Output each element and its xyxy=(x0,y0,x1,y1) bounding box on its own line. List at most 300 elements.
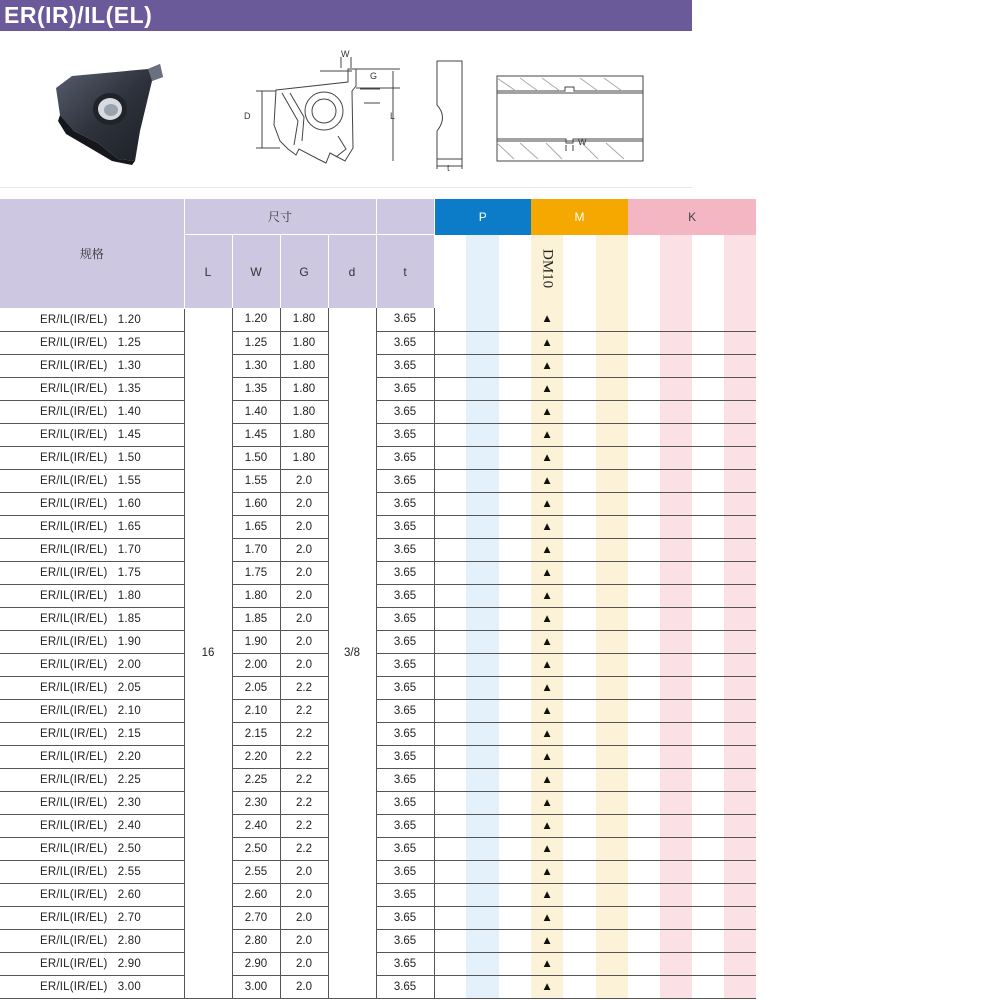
grade-cell xyxy=(628,722,660,745)
grade-cell xyxy=(628,561,660,584)
table-row xyxy=(0,354,756,377)
t-cell: 3.65 xyxy=(376,446,434,469)
g-cell: 1.80 xyxy=(280,308,328,331)
grade-cell xyxy=(596,630,628,653)
table-row xyxy=(0,929,756,952)
grade-mark: ▲ xyxy=(531,745,563,768)
grade-cell xyxy=(660,906,692,929)
grade-cell xyxy=(466,492,499,515)
grade-cell xyxy=(563,423,596,446)
grade-cell xyxy=(466,400,499,423)
t-cell: 3.65 xyxy=(376,768,434,791)
grade-cell xyxy=(596,952,628,975)
size-header: 尺寸 xyxy=(184,199,376,235)
grade-cell xyxy=(724,423,756,446)
grade-cell xyxy=(434,929,466,952)
spec-cell: ER/IL(IR/EL) 1.50 xyxy=(0,446,184,469)
grade-cell xyxy=(596,676,628,699)
grade-cell xyxy=(660,515,692,538)
w-cell: 2.80 xyxy=(232,929,280,952)
grade-cell xyxy=(563,791,596,814)
grade-cell xyxy=(628,768,660,791)
grade-cell xyxy=(434,492,466,515)
w-cell: 1.55 xyxy=(232,469,280,492)
grade-cell xyxy=(596,354,628,377)
grade-cell xyxy=(596,308,628,331)
t-cell: 3.65 xyxy=(376,538,434,561)
w-cell: 2.50 xyxy=(232,837,280,860)
w-cell: 2.60 xyxy=(232,883,280,906)
spec-header: 规格 xyxy=(0,199,184,308)
grade-col-k4 xyxy=(724,235,756,309)
grade-cell xyxy=(628,423,660,446)
grade-cell xyxy=(724,469,756,492)
grade-cell xyxy=(724,676,756,699)
g-cell: 2.2 xyxy=(280,676,328,699)
g-cell: 1.80 xyxy=(280,354,328,377)
grade-mark: ▲ xyxy=(531,377,563,400)
g-cell: 2.0 xyxy=(280,906,328,929)
g-cell: 2.0 xyxy=(280,653,328,676)
grade-cell xyxy=(692,975,724,998)
grade-mark: ▲ xyxy=(531,722,563,745)
dim-g-label: G xyxy=(370,71,378,81)
grade-cell xyxy=(692,837,724,860)
spec-cell: ER/IL(IR/EL) 1.20 xyxy=(0,308,184,331)
g-cell: 1.80 xyxy=(280,377,328,400)
grade-cell xyxy=(596,699,628,722)
grade-mark: ▲ xyxy=(531,308,563,331)
grade-cell xyxy=(692,630,724,653)
grade-cell xyxy=(434,768,466,791)
grade-cell xyxy=(724,377,756,400)
grade-cell xyxy=(660,607,692,630)
grade-mark: ▲ xyxy=(531,837,563,860)
grade-mark: ▲ xyxy=(531,400,563,423)
grade-cell xyxy=(596,975,628,998)
grade-cell xyxy=(724,883,756,906)
grade-cell xyxy=(692,561,724,584)
grade-cell xyxy=(660,745,692,768)
grade-cell xyxy=(724,860,756,883)
grade-cell xyxy=(692,354,724,377)
grade-cell xyxy=(660,768,692,791)
g-cell: 2.0 xyxy=(280,538,328,561)
grade-cell xyxy=(466,837,499,860)
g-cell: 2.2 xyxy=(280,699,328,722)
dim-l-label: L xyxy=(390,111,396,121)
grade-cell xyxy=(563,814,596,837)
grade-cell xyxy=(563,722,596,745)
grade-cell xyxy=(724,308,756,331)
grade-mark: ▲ xyxy=(531,676,563,699)
t-cell: 3.65 xyxy=(376,607,434,630)
grade-cell xyxy=(466,607,499,630)
grade-mark: ▲ xyxy=(531,607,563,630)
grade-cell xyxy=(466,906,499,929)
w-cell: 1.45 xyxy=(232,423,280,446)
grade-mark: ▲ xyxy=(531,423,563,446)
g-cell: 2.0 xyxy=(280,584,328,607)
grade-cell xyxy=(499,561,531,584)
grade-cell xyxy=(466,768,499,791)
t-cell: 3.65 xyxy=(376,699,434,722)
spec-cell: ER/IL(IR/EL) 2.00 xyxy=(0,653,184,676)
w-cell: 3.00 xyxy=(232,975,280,998)
grade-cell xyxy=(499,929,531,952)
table-row xyxy=(0,492,756,515)
col-header-d: d xyxy=(328,235,376,309)
spec-table-body xyxy=(0,308,756,998)
grade-cell xyxy=(660,538,692,561)
grade-cell xyxy=(563,929,596,952)
grade-cell xyxy=(660,561,692,584)
grade-cell xyxy=(563,538,596,561)
grade-cell xyxy=(596,745,628,768)
grade-cell xyxy=(692,722,724,745)
grade-cell xyxy=(499,469,531,492)
grade-cell xyxy=(434,860,466,883)
g-cell: 2.2 xyxy=(280,745,328,768)
grade-cell xyxy=(466,699,499,722)
grade-cell xyxy=(563,653,596,676)
grade-cell xyxy=(692,377,724,400)
grade-cell xyxy=(434,699,466,722)
product-diagram-panel xyxy=(0,31,692,188)
table-row xyxy=(0,331,756,354)
w-cell: 2.00 xyxy=(232,653,280,676)
t-cell: 3.65 xyxy=(376,584,434,607)
w-cell: 2.55 xyxy=(232,860,280,883)
grade-cell xyxy=(466,561,499,584)
t-cell: 3.65 xyxy=(376,515,434,538)
grade-cell xyxy=(660,883,692,906)
t-cell: 3.65 xyxy=(376,837,434,860)
spec-cell: ER/IL(IR/EL) 2.80 xyxy=(0,929,184,952)
grade-cell xyxy=(660,469,692,492)
spec-cell: ER/IL(IR/EL) 2.90 xyxy=(0,952,184,975)
grade-cell xyxy=(724,331,756,354)
table-row xyxy=(0,469,756,492)
grade-cell xyxy=(692,906,724,929)
grade-cell xyxy=(724,630,756,653)
grade-cell xyxy=(660,929,692,952)
grade-cell xyxy=(628,814,660,837)
grade-cell xyxy=(499,584,531,607)
grade-cell xyxy=(660,814,692,837)
t-cell: 3.65 xyxy=(376,722,434,745)
grade-cell xyxy=(628,860,660,883)
spec-cell: ER/IL(IR/EL) 2.05 xyxy=(0,676,184,699)
grade-mark: ▲ xyxy=(531,584,563,607)
grade-cell xyxy=(499,745,531,768)
w-cell: 1.60 xyxy=(232,492,280,515)
g-cell: 2.0 xyxy=(280,515,328,538)
grade-cell xyxy=(724,722,756,745)
spec-cell: ER/IL(IR/EL) 1.90 xyxy=(0,630,184,653)
grade-cell xyxy=(692,699,724,722)
grade-mark: ▲ xyxy=(531,791,563,814)
grade-cell xyxy=(466,469,499,492)
table-row xyxy=(0,377,756,400)
w-cell: 1.85 xyxy=(232,607,280,630)
g-cell: 2.2 xyxy=(280,791,328,814)
t-cell: 3.65 xyxy=(376,929,434,952)
w-cell: 2.15 xyxy=(232,722,280,745)
grade-cell xyxy=(660,975,692,998)
grade-cell xyxy=(596,492,628,515)
grade-cell xyxy=(563,952,596,975)
w-cell: 1.40 xyxy=(232,400,280,423)
w-cell: 1.20 xyxy=(232,308,280,331)
grade-cell xyxy=(466,308,499,331)
grade-cell xyxy=(466,929,499,952)
t-cell: 3.65 xyxy=(376,860,434,883)
spec-cell: ER/IL(IR/EL) 2.10 xyxy=(0,699,184,722)
grade-cell xyxy=(434,423,466,446)
w-cell: 2.30 xyxy=(232,791,280,814)
grade-cell xyxy=(466,446,499,469)
grade-cell xyxy=(499,607,531,630)
spec-cell: ER/IL(IR/EL) 1.40 xyxy=(0,400,184,423)
grade-cell xyxy=(628,469,660,492)
grade-cell xyxy=(466,676,499,699)
t-cell: 3.65 xyxy=(376,630,434,653)
grade-cell xyxy=(724,653,756,676)
grade-cell xyxy=(724,515,756,538)
grade-cell xyxy=(563,676,596,699)
w-cell: 1.25 xyxy=(232,331,280,354)
table-row xyxy=(0,722,756,745)
w-cell: 1.80 xyxy=(232,584,280,607)
grade-cell xyxy=(434,607,466,630)
table-row xyxy=(0,791,756,814)
grade-cell xyxy=(724,400,756,423)
grade-cell xyxy=(660,791,692,814)
g-cell: 2.0 xyxy=(280,975,328,998)
t-cell: 3.65 xyxy=(376,561,434,584)
grade-mark: ▲ xyxy=(531,860,563,883)
grade-cell xyxy=(660,446,692,469)
grade-cell xyxy=(660,837,692,860)
spec-table xyxy=(0,199,756,999)
grade-cell xyxy=(660,952,692,975)
grade-cell xyxy=(499,883,531,906)
g-cell: 2.2 xyxy=(280,722,328,745)
g-cell: 1.80 xyxy=(280,400,328,423)
w-cell: 2.20 xyxy=(232,745,280,768)
grade-cell xyxy=(596,423,628,446)
grade-cell xyxy=(628,906,660,929)
g-cell: 2.0 xyxy=(280,929,328,952)
table-row xyxy=(0,630,756,653)
spec-cell: ER/IL(IR/EL) 1.45 xyxy=(0,423,184,446)
table-row xyxy=(0,607,756,630)
w-cell: 2.25 xyxy=(232,768,280,791)
t-cell: 3.65 xyxy=(376,308,434,331)
grade-cell xyxy=(660,331,692,354)
grade-cell xyxy=(692,814,724,837)
g-cell: 2.2 xyxy=(280,837,328,860)
grade-cell xyxy=(563,584,596,607)
grade-cell xyxy=(660,584,692,607)
g-cell: 2.2 xyxy=(280,768,328,791)
col-header-l: L xyxy=(184,235,232,309)
grade-mark: ▲ xyxy=(531,446,563,469)
w-cell: 1.70 xyxy=(232,538,280,561)
grade-cell xyxy=(628,538,660,561)
grade-cell xyxy=(563,354,596,377)
t-cell: 3.65 xyxy=(376,492,434,515)
grade-cell xyxy=(596,377,628,400)
grade-cell xyxy=(466,377,499,400)
grade-cell xyxy=(596,584,628,607)
table-row xyxy=(0,814,756,837)
table-row xyxy=(0,975,756,998)
g-cell: 2.0 xyxy=(280,492,328,515)
grade-col-m2 xyxy=(563,235,596,309)
grade-cell xyxy=(660,308,692,331)
page-title: ER(IR)/IL(EL) xyxy=(4,2,153,28)
grade-cell xyxy=(628,883,660,906)
grade-cell xyxy=(563,469,596,492)
grade-mark: ▲ xyxy=(531,492,563,515)
spec-cell: ER/IL(IR/EL) 2.25 xyxy=(0,768,184,791)
grade-cell xyxy=(563,515,596,538)
t-cell: 3.65 xyxy=(376,791,434,814)
grade-cell xyxy=(660,400,692,423)
grade-cell xyxy=(628,791,660,814)
t-cell: 3.65 xyxy=(376,400,434,423)
grade-cell xyxy=(499,814,531,837)
grade-cell xyxy=(596,906,628,929)
grade-cell xyxy=(596,837,628,860)
grade-cell xyxy=(499,975,531,998)
grade-cell xyxy=(660,354,692,377)
grade-cell xyxy=(628,446,660,469)
grade-cell xyxy=(563,561,596,584)
grade-cell xyxy=(563,331,596,354)
grade-cell xyxy=(563,308,596,331)
grade-cell xyxy=(628,354,660,377)
grade-cell xyxy=(499,952,531,975)
w-cell: 1.90 xyxy=(232,630,280,653)
g-cell: 1.80 xyxy=(280,446,328,469)
grade-cell xyxy=(628,308,660,331)
table-row xyxy=(0,400,756,423)
grade-cell xyxy=(660,630,692,653)
grade-mark: ▲ xyxy=(531,469,563,492)
grade-cell xyxy=(499,653,531,676)
grade-cell xyxy=(563,492,596,515)
grade-cell xyxy=(596,607,628,630)
grade-col-k1 xyxy=(628,235,660,309)
grade-cell xyxy=(434,814,466,837)
table-row xyxy=(0,883,756,906)
grade-cell xyxy=(692,469,724,492)
grade-cell xyxy=(466,814,499,837)
grade-cell xyxy=(724,538,756,561)
grade-cell xyxy=(692,538,724,561)
grade-mark: ▲ xyxy=(531,929,563,952)
grade-cell xyxy=(563,630,596,653)
grade-cell xyxy=(466,791,499,814)
table-row xyxy=(0,699,756,722)
g-cell: 2.0 xyxy=(280,952,328,975)
grade-cell xyxy=(660,860,692,883)
grade-cell xyxy=(692,515,724,538)
grade-col-p3 xyxy=(499,235,531,309)
title-bar xyxy=(0,0,692,31)
grade-cell xyxy=(660,699,692,722)
spec-cell: ER/IL(IR/EL) 1.65 xyxy=(0,515,184,538)
grade-cell xyxy=(596,331,628,354)
grade-cell xyxy=(563,768,596,791)
grade-cell xyxy=(692,607,724,630)
grade-cell xyxy=(692,446,724,469)
grade-cell xyxy=(596,538,628,561)
grade-cell xyxy=(628,837,660,860)
grade-cell xyxy=(434,745,466,768)
grade-cell xyxy=(628,952,660,975)
grade-cell xyxy=(434,722,466,745)
grade-mark: ▲ xyxy=(531,699,563,722)
grade-cell xyxy=(466,722,499,745)
grade-cell xyxy=(563,906,596,929)
grade-cell xyxy=(628,699,660,722)
spec-cell: ER/IL(IR/EL) 1.75 xyxy=(0,561,184,584)
grade-cell xyxy=(434,906,466,929)
table-row xyxy=(0,538,756,561)
grade-cell xyxy=(628,492,660,515)
grade-cell xyxy=(628,400,660,423)
grade-cell xyxy=(692,860,724,883)
grade-cell xyxy=(499,446,531,469)
table-row xyxy=(0,653,756,676)
grade-cell xyxy=(563,377,596,400)
grade-cell xyxy=(563,837,596,860)
w-cell: 2.40 xyxy=(232,814,280,837)
spec-cell: ER/IL(IR/EL) 2.30 xyxy=(0,791,184,814)
d-value-cell: 3/8 xyxy=(328,308,376,998)
table-row xyxy=(0,745,756,768)
grade-cell xyxy=(628,331,660,354)
grade-mark: ▲ xyxy=(531,653,563,676)
grade-cell xyxy=(724,446,756,469)
grade-mark: ▲ xyxy=(531,768,563,791)
grade-cell xyxy=(434,883,466,906)
grade-cell xyxy=(499,377,531,400)
grade-cell xyxy=(434,676,466,699)
grade-cell xyxy=(596,400,628,423)
grade-cell xyxy=(434,791,466,814)
grade-cell xyxy=(434,837,466,860)
spec-cell: ER/IL(IR/EL) 2.15 xyxy=(0,722,184,745)
col-header-g: G xyxy=(280,235,328,309)
grade-cell xyxy=(692,653,724,676)
grade-cell xyxy=(499,837,531,860)
t-cell: 3.65 xyxy=(376,975,434,998)
grade-col-k2 xyxy=(660,235,692,309)
grade-cell xyxy=(563,699,596,722)
grade-cell xyxy=(499,791,531,814)
t-cell: 3.65 xyxy=(376,676,434,699)
grade-cell xyxy=(628,607,660,630)
dim-d-label: D xyxy=(244,111,251,121)
grade-cell xyxy=(499,423,531,446)
grade-cell xyxy=(466,538,499,561)
table-row xyxy=(0,952,756,975)
